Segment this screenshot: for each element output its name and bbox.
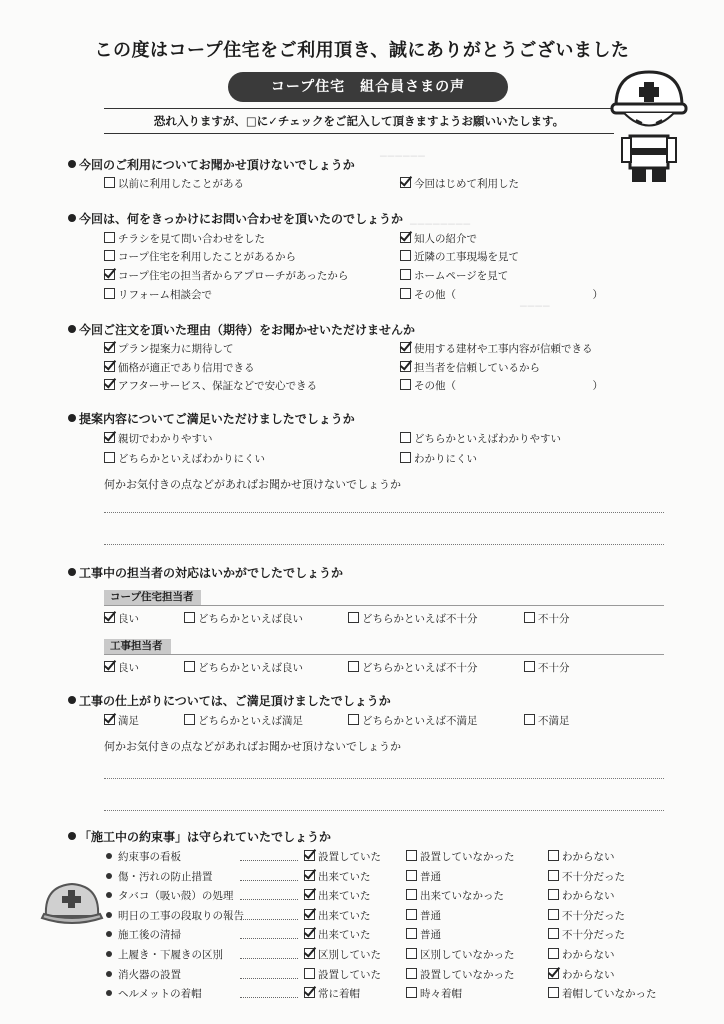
- comment-line[interactable]: [104, 544, 664, 545]
- option-label: 普通: [420, 929, 441, 941]
- checkbox-checked[interactable]: [104, 661, 115, 672]
- checkbox[interactable]: [104, 250, 115, 261]
- checkbox-option[interactable]: [406, 968, 515, 982]
- option-label: コープ住宅を利用したことがあるから: [118, 251, 296, 263]
- option-label: どちらかといえば良い: [198, 662, 303, 674]
- option-label: 着帽していなかった: [562, 988, 657, 1000]
- free-comment-prompt: 何かお気付きの点などがあればお聞かせ頂けないでしょうか: [104, 478, 401, 491]
- question-heading: [68, 321, 415, 338]
- promise-item: [106, 850, 181, 864]
- checkbox-option[interactable]: [548, 968, 615, 982]
- leader-dots: [240, 958, 298, 959]
- checkbox[interactable]: [548, 928, 559, 939]
- option-label: コープ住宅の担当者からアプローチがあったから: [118, 270, 349, 282]
- checkbox[interactable]: [548, 850, 559, 861]
- checkbox-option[interactable]: [104, 379, 317, 393]
- leader-dots: [240, 919, 298, 920]
- checkbox[interactable]: [104, 288, 115, 299]
- promise-item-label: 上履き・下履きの区別: [118, 949, 223, 961]
- checkbox-checked[interactable]: [400, 177, 411, 188]
- promise-item-label: 消火器の設置: [118, 969, 181, 981]
- checkbox-checked[interactable]: [304, 928, 315, 939]
- option-label: どちらかといえば不十分: [362, 662, 478, 674]
- leader-dots: [240, 978, 298, 979]
- option-label: その他（ ）: [414, 380, 603, 392]
- checkbox-checked[interactable]: [304, 987, 315, 998]
- helmet-icon: [40, 878, 104, 930]
- checkbox-option[interactable]: [104, 342, 234, 356]
- divider: [104, 654, 664, 655]
- question-text: 今回は、何をきっかけにお問い合わせを頂いたのでしょうか: [79, 212, 404, 226]
- checkbox[interactable]: [524, 612, 535, 623]
- option-label: 不十分: [538, 613, 570, 625]
- checkbox-option[interactable]: [304, 889, 371, 903]
- bullet-icon: [106, 951, 112, 957]
- checkbox[interactable]: [400, 250, 411, 261]
- option-label: わからない: [562, 969, 615, 981]
- checkbox-option[interactable]: [400, 269, 508, 283]
- promise-item: [106, 968, 181, 982]
- checkbox[interactable]: [406, 850, 417, 861]
- checkbox[interactable]: [406, 870, 417, 881]
- leader-dots: [240, 860, 298, 861]
- checkbox-option[interactable]: [406, 909, 441, 923]
- question-text: 工事の仕上がりについては、ご満足頂けましたでしょうか: [79, 694, 391, 708]
- checkbox-option[interactable]: [304, 909, 371, 923]
- option-label: どちらかといえば不十分: [362, 613, 478, 625]
- checkbox-option[interactable]: [348, 612, 478, 626]
- checkbox-checked[interactable]: [104, 612, 115, 623]
- checkbox-checked[interactable]: [104, 342, 115, 353]
- bleed-through-texture: ──────: [380, 150, 426, 163]
- checkbox[interactable]: [348, 714, 359, 725]
- checkbox-option[interactable]: [104, 288, 212, 302]
- option-label: 満足: [118, 715, 139, 727]
- option-label: 時々着帽: [420, 988, 462, 1000]
- promise-item: [106, 948, 223, 962]
- checkbox-option[interactable]: [104, 177, 244, 191]
- bullet-icon: [68, 696, 76, 704]
- promise-item-label: 傷・汚れの防止措置: [118, 871, 213, 883]
- sub-heading: コープ住宅担当者: [104, 590, 201, 605]
- checkbox-option[interactable]: [524, 661, 570, 675]
- promise-item-label: 明日の工事の段取りの報告: [118, 910, 244, 922]
- checkbox-option[interactable]: [400, 342, 593, 356]
- option-label: 普通: [420, 910, 441, 922]
- option-label: わからない: [562, 949, 615, 961]
- checkbox-checked[interactable]: [400, 342, 411, 353]
- leader-dots: [240, 880, 298, 881]
- checkbox-option[interactable]: [524, 612, 570, 626]
- sub-heading: 工事担当者: [104, 639, 171, 654]
- checkbox[interactable]: [104, 177, 115, 188]
- question-heading: [68, 828, 331, 845]
- checkbox-checked[interactable]: [304, 948, 315, 959]
- option-label: 出来ていなかった: [420, 890, 504, 902]
- question-heading: [68, 692, 391, 709]
- checkbox[interactable]: [406, 909, 417, 920]
- option-label: リフォーム相談会で: [118, 289, 212, 301]
- promise-item-label: 施工後の清掃: [118, 929, 181, 941]
- checkbox[interactable]: [400, 379, 411, 390]
- option-label: 親切でわかりやすい: [118, 433, 213, 445]
- bullet-icon: [68, 568, 76, 576]
- option-label: 区別していた: [318, 949, 381, 961]
- checkbox-checked[interactable]: [548, 968, 559, 979]
- question-text: 工事中の担当者の対応はいかがでしたでしょうか: [79, 566, 344, 580]
- checkbox-option[interactable]: [304, 850, 381, 864]
- bullet-icon: [68, 214, 76, 222]
- option-label: 設置していなかった: [420, 969, 515, 981]
- option-label: 設置していなかった: [420, 851, 515, 863]
- checkbox-option[interactable]: [548, 889, 615, 903]
- checkbox-checked[interactable]: [304, 909, 315, 920]
- checkbox[interactable]: [406, 968, 417, 979]
- question-heading: [68, 156, 355, 173]
- checkbox[interactable]: [548, 870, 559, 881]
- checkbox-checked[interactable]: [304, 889, 315, 900]
- checkbox-checked[interactable]: [304, 850, 315, 861]
- checkbox[interactable]: [104, 232, 115, 243]
- checkbox[interactable]: [184, 661, 195, 672]
- checkbox-checked[interactable]: [104, 269, 115, 280]
- leader-dots: [240, 938, 298, 939]
- checkbox-option[interactable]: [406, 928, 441, 942]
- checkbox-option[interactable]: [184, 612, 303, 626]
- checkbox[interactable]: [524, 661, 535, 672]
- checkbox-option[interactable]: [406, 889, 504, 903]
- option-label: わかりにくい: [414, 453, 477, 465]
- option-label: 出来ていた: [318, 929, 371, 941]
- checkbox-checked[interactable]: [104, 361, 115, 372]
- bleed-through-texture: ────────: [410, 218, 471, 231]
- option-label: その他（ ）: [414, 289, 603, 301]
- checkbox-option[interactable]: [104, 714, 139, 728]
- checkbox-option[interactable]: [400, 177, 519, 191]
- checkbox[interactable]: [548, 948, 559, 959]
- checkbox[interactable]: [184, 714, 195, 725]
- promise-item: [106, 870, 213, 884]
- question-heading: [68, 564, 343, 581]
- checkbox-option[interactable]: [304, 968, 381, 982]
- option-label: 設置していた: [318, 851, 381, 863]
- question-text: 「施工中の約束事」は守られていたでしょうか: [79, 830, 332, 844]
- checkbox-option[interactable]: [548, 850, 615, 864]
- option-label: 不十分だった: [562, 910, 625, 922]
- checkbox-checked[interactable]: [400, 232, 411, 243]
- checkbox[interactable]: [400, 269, 411, 280]
- checkbox[interactable]: [400, 452, 411, 463]
- leader-dots: [240, 899, 298, 900]
- checkbox-option[interactable]: [406, 987, 462, 1001]
- checkbox-option[interactable]: [104, 452, 265, 466]
- checkbox-option[interactable]: [400, 232, 477, 246]
- bullet-icon: [106, 892, 112, 898]
- option-label: 出来ていた: [318, 890, 371, 902]
- option-label: 近隣の工事現場を見て: [414, 251, 519, 263]
- checkbox-option[interactable]: [104, 250, 296, 264]
- option-label: どちらかといえばわかりやすい: [414, 433, 561, 445]
- bullet-icon: [106, 931, 112, 937]
- option-label: わからない: [562, 890, 615, 902]
- checkbox-option[interactable]: [304, 870, 371, 884]
- checkbox[interactable]: [348, 661, 359, 672]
- checkbox-option[interactable]: [548, 948, 615, 962]
- option-label: 区別していなかった: [420, 949, 515, 961]
- instruction-text: 恐れ入りますが、□に✓チェックをご記入して頂きますようお願いいたします。: [104, 108, 614, 134]
- option-label: 使用する建材や工事内容が信頼できる: [414, 343, 593, 355]
- bullet-icon: [68, 414, 76, 422]
- option-label: わからない: [562, 851, 615, 863]
- option-label: 普通: [420, 871, 441, 883]
- checkbox-option[interactable]: [548, 870, 625, 884]
- option-label: 出来ていた: [318, 871, 371, 883]
- option-label: どちらかといえば不満足: [362, 715, 478, 727]
- option-label: どちらかといえば良い: [198, 613, 303, 625]
- option-label: 常に着帽: [318, 988, 360, 1000]
- option-label: 価格が適正であり信用できる: [118, 362, 255, 374]
- checkbox-option[interactable]: [406, 948, 515, 962]
- checkbox-option[interactable]: [548, 987, 657, 1001]
- promise-item: [106, 909, 244, 923]
- option-label: 今回はじめて利用した: [414, 178, 519, 190]
- checkbox-option[interactable]: [400, 379, 603, 393]
- checkbox-option[interactable]: [104, 432, 213, 446]
- checkbox[interactable]: [400, 432, 411, 443]
- checkbox[interactable]: [548, 987, 559, 998]
- checkbox-option[interactable]: [400, 452, 477, 466]
- checkbox-option[interactable]: [406, 850, 515, 864]
- bullet-icon: [106, 990, 112, 996]
- checkbox[interactable]: [406, 987, 417, 998]
- option-label: アフターサービス、保証などで安心できる: [118, 380, 318, 392]
- leader-dots: [240, 997, 298, 998]
- comment-line[interactable]: [104, 512, 664, 513]
- bullet-icon: [106, 853, 112, 859]
- checkbox-option[interactable]: [348, 714, 478, 728]
- promise-item: [106, 987, 202, 1001]
- checkbox-checked[interactable]: [104, 432, 115, 443]
- option-label: 知人の紹介で: [414, 233, 477, 245]
- option-label: 出来ていた: [318, 910, 371, 922]
- promise-item-label: タバコ（吸い殻）の処理: [118, 890, 234, 902]
- checkbox-option[interactable]: [548, 909, 625, 923]
- checkbox-checked[interactable]: [400, 361, 411, 372]
- promise-item-label: ヘルメットの着帽: [118, 988, 202, 1000]
- checkbox-option[interactable]: [400, 288, 603, 302]
- banner-heading: コープ住宅 組合員さまの声: [228, 72, 508, 102]
- checkbox[interactable]: [406, 948, 417, 959]
- option-label: 以前に利用したことがある: [118, 178, 244, 190]
- checkbox-option[interactable]: [104, 361, 255, 375]
- question-heading: [68, 210, 403, 227]
- page-title: この度はコープ住宅をご利用頂き、誠にありがとうございました: [94, 40, 630, 61]
- option-label: 設置していた: [318, 969, 381, 981]
- checkbox-option[interactable]: [524, 714, 570, 728]
- checkbox-option[interactable]: [104, 269, 348, 283]
- option-label: チラシを見て問い合わせをした: [118, 233, 265, 245]
- option-label: どちらかといえば満足: [198, 715, 303, 727]
- option-label: 良い: [118, 662, 139, 674]
- checkbox-checked[interactable]: [304, 870, 315, 881]
- question-text: 今回ご注文を頂いた理由（期待）をお聞かせいただけませんか: [79, 323, 416, 337]
- bleed-through-texture: ────: [520, 300, 551, 313]
- option-label: 不十分: [538, 662, 570, 674]
- comment-line[interactable]: [104, 810, 664, 811]
- checkbox[interactable]: [548, 889, 559, 900]
- checkbox-option[interactable]: [406, 870, 441, 884]
- bullet-icon: [68, 160, 76, 168]
- checkbox[interactable]: [104, 452, 115, 463]
- construction-worker-icon: [608, 66, 690, 188]
- comment-line[interactable]: [104, 778, 664, 779]
- checkbox[interactable]: [184, 612, 195, 623]
- question-text: 提案内容についてご満足いただけましたでしょうか: [79, 412, 355, 426]
- checkbox-option[interactable]: [304, 948, 381, 962]
- option-label: プラン提案力に期待して: [118, 343, 234, 355]
- promise-item: [106, 928, 181, 942]
- option-label: 不満足: [538, 715, 570, 727]
- checkbox[interactable]: [524, 714, 535, 725]
- bullet-icon: [68, 325, 76, 333]
- bullet-icon: [68, 832, 76, 840]
- question-text: 今回のご利用についてお聞かせ頂けないでしょうか: [79, 158, 355, 172]
- free-comment-prompt: 何かお気付きの点などがあればお聞かせ頂けないでしょうか: [104, 740, 401, 753]
- checkbox-option[interactable]: [400, 250, 519, 264]
- option-label: 不十分だった: [562, 871, 625, 883]
- checkbox-checked[interactable]: [104, 714, 115, 725]
- checkbox-option[interactable]: [184, 661, 303, 675]
- checkbox-option[interactable]: [548, 928, 625, 942]
- checkbox-option[interactable]: [304, 928, 371, 942]
- bullet-icon: [106, 912, 112, 918]
- checkbox[interactable]: [548, 909, 559, 920]
- option-label: どちらかといえばわかりにくい: [118, 453, 265, 465]
- checkbox-option[interactable]: [104, 612, 139, 626]
- checkbox[interactable]: [400, 288, 411, 299]
- option-label: ホームページを見て: [414, 270, 509, 282]
- bullet-icon: [106, 971, 112, 977]
- checkbox-option[interactable]: [304, 987, 360, 1001]
- checkbox[interactable]: [406, 889, 417, 900]
- checkbox[interactable]: [304, 968, 315, 979]
- option-label: 不十分だった: [562, 929, 625, 941]
- checkbox[interactable]: [348, 612, 359, 623]
- checkbox-option[interactable]: [400, 361, 540, 375]
- promise-item: [106, 889, 233, 903]
- checkbox-option[interactable]: [104, 232, 265, 246]
- option-label: 良い: [118, 613, 139, 625]
- bullet-icon: [106, 873, 112, 879]
- checkbox-option[interactable]: [104, 661, 139, 675]
- checkbox-checked[interactable]: [104, 379, 115, 390]
- checkbox-option[interactable]: [348, 661, 478, 675]
- promise-item-label: 約束事の看板: [118, 851, 181, 863]
- checkbox-option[interactable]: [184, 714, 303, 728]
- divider: [104, 605, 664, 606]
- checkbox-option[interactable]: [400, 432, 561, 446]
- checkbox[interactable]: [406, 928, 417, 939]
- question-heading: [68, 410, 355, 427]
- option-label: 担当者を信頼しているから: [414, 362, 540, 374]
